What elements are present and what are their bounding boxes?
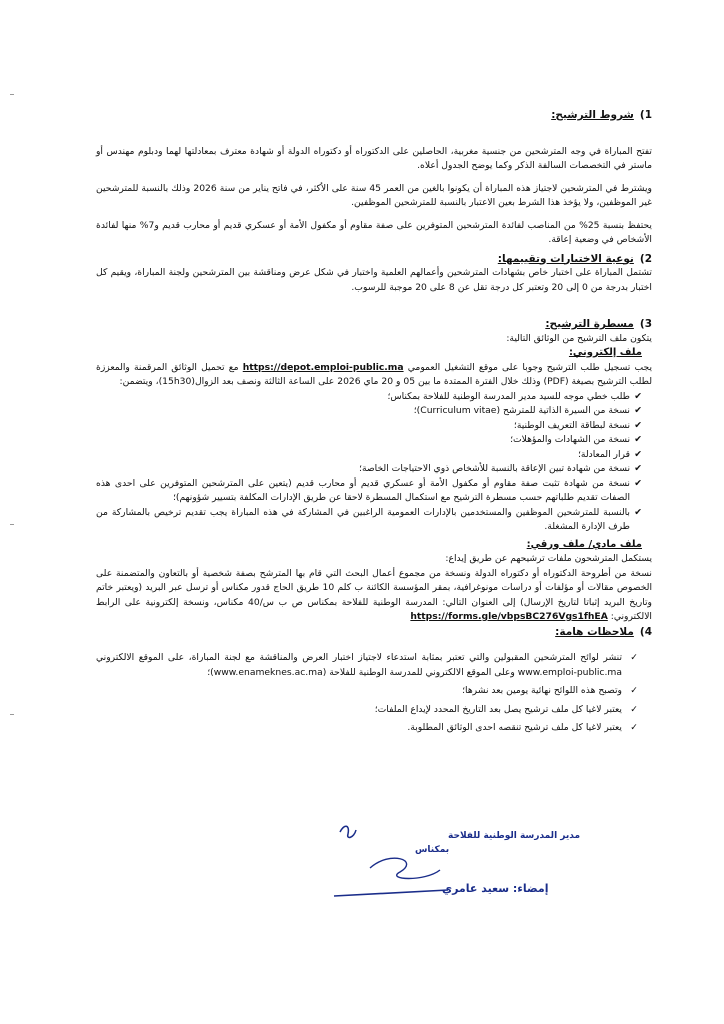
list-item: ✔ نسخة من الشهادات والمؤهلات؛ bbox=[96, 433, 642, 448]
electronic-documents-list bbox=[96, 390, 652, 535]
section-intro: يتكون ملف الترشيح من الوثائق التالية: bbox=[506, 332, 652, 344]
check-icon: ✓ bbox=[630, 722, 638, 733]
section-4-heading bbox=[96, 625, 652, 640]
list-item: ✔ نسخة من شهادة تبين الإعاقة بالنسبة للأشخاص ذوي الاحتياجات الخاصة؛ bbox=[96, 462, 642, 477]
list-item: ✔ قرار المعادلة؛ bbox=[96, 448, 642, 463]
check-icon: ✔ bbox=[634, 463, 642, 474]
check-icon: ✔ bbox=[634, 434, 642, 445]
list-item: ✓ يعتبر لاغيا كل ملف ترشيح تنقصه احدى الوثائق المطلوبة. bbox=[96, 721, 638, 736]
stamp-line: مدير المدرسة الوطنية للفلاحة bbox=[448, 831, 581, 841]
paragraph: نسخة من أطروحة الدكتوراه أو دكتوراه الدولة ونسخة من مجموع أعمال البحث التي قام بها المترشح بصفة شخصية أو بالتعاون والمتضمنة على الخصوص مقالات أو مؤلفات أو دراسات مونوغرافية، بمقر المؤسسة الكائنة ب كلم 10 طريق الحاج قدور مكناس أو ترسل عبر البريد (ويعتبر خاتم وتاريخ البريد إثباتا لتاريخ الإرسال) إلى العنوان التالي: المدرسة الوطنية للفلاحة بمكناس ص ب س/40 مكناس، ونسخة إلكترونية على الرابط الالكتروني: https://forms.gle/vbpsBC276Vgs1fhEA bbox=[96, 567, 652, 622]
list-item: ✔ نسخة من شهادة تثبت صفة مقاوم أو مكفول الأمة أو عسكري قديم أو محارب قديم (يتعين على المترشحين المتوفرين على احدى هذه الصفات تقديم طلباتهم حسب مسطرة الترشيح مع استكمال المسطرة لاحقا عن طريق الإدارات المكلفة بتسيير شؤونهم)؛ bbox=[96, 477, 642, 503]
list-item: ✔ طلب خطي موجه للسيد مدير المدرسة الوطنية للفلاحة بمكناس؛ bbox=[96, 390, 642, 405]
section-number: 1) bbox=[639, 109, 652, 121]
check-icon: ✔ bbox=[634, 506, 642, 518]
electronic-file-heading: ملف إلكتروني: bbox=[568, 347, 642, 358]
check-icon: ✔ bbox=[634, 390, 642, 402]
list-item: ✔ نسخة لبطاقة التعريف الوطنية؛ bbox=[96, 419, 642, 434]
google-form-link[interactable]: https://forms.gle/vbpsBC276Vgs1fhEA bbox=[410, 611, 608, 622]
document-body bbox=[96, 108, 652, 740]
signature-scribble bbox=[370, 858, 440, 878]
check-icon: ✔ bbox=[634, 477, 642, 489]
stamp-line: بمكناس bbox=[415, 845, 450, 855]
paragraph: يستكمل المترشحون ملفات ترشيحهم عن طريق إيداع: bbox=[445, 553, 652, 564]
paragraph: تشتمل المباراة على اختبار خاص بشهادات المترشحين وأعمالهم العلمية واختبار في شكل عرض ومناقشة بين المترشحين ولجنة المباراة، ويقيم كل اختبار بدرجة من 0 إلى 20 وتعتبر كل درجة تقل عن 8 على 20 موجبة للرسوب. bbox=[96, 267, 652, 293]
margin-mark bbox=[10, 524, 14, 525]
check-icon: ✔ bbox=[634, 448, 642, 460]
section-1-heading bbox=[96, 108, 652, 123]
signature-underline bbox=[334, 890, 448, 896]
paper-file-heading: ملف مادي/ ملف ورقي: bbox=[526, 538, 642, 550]
check-icon: ✔ bbox=[634, 419, 642, 431]
section-number: 3) bbox=[639, 318, 652, 330]
margin-mark bbox=[10, 94, 14, 95]
stamp-line: إمضاء: سعيد عامري bbox=[442, 882, 549, 895]
paragraph: يحتفظ بنسبة 25% من المناصب لفائدة المترشحين المتوفرين على صفة مقاوم أو مكفول الأمة أو عسكري قديم أو محارب قديم و7% منها لفائدة الأشخاص في وضعية إعاقة. bbox=[96, 219, 652, 245]
check-icon: ✔ bbox=[634, 405, 642, 416]
list-item: ✔ بالنسبة للمترشحين الموظفين والمستخدمين بالإدارات العمومية الراغبين في المشاركة في هذه المباراة يجب تقديم ترخيص بالمشاركة من طرف الإدارة المشغلة. bbox=[96, 506, 642, 532]
paragraph: يجب تسجيل طلب الترشيح وجوبا على موقع التشغيل العمومي https://depot.emploi-public.ma مع تحميل الوثائق المرقمنة والمعززة لطلب الترشيح بصيغة (PDF) وذلك خلال الفترة الممتدة ما بين 05 و 20 ماي 2026 على الساعة الثالثة ونصف بعد الزوال(15h30)، ويتضمن: bbox=[96, 361, 653, 387]
paragraph: ويشترط في المترشحين لاجتياز هذه المباراة أن يكونوا بالغين من العمر 45 سنة على الأكثر، في فاتح يناير من سنة 2026 وذلك بالنسبة للمترشحين غير الموظفين، ولا يؤخذ هذا الشرط بعين الاعتبار بالنسبة للمترشحين الموظفين. bbox=[96, 182, 652, 208]
paragraph: تفتح المباراة في وجه المترشحين من جنسية مغربية، الحاصلين على الدكتوراه أو دكتوراه الدولة أو شهادة معترف بمعادلتها لهما ودبلوم مهندس أو ماستر في التخصصات السالفة الذكر وكما يوضح الجدول أعلاه. bbox=[96, 145, 652, 171]
section-title: ملاحظات هامة: bbox=[555, 625, 634, 638]
section-number: 4) bbox=[639, 625, 652, 638]
list-item: ✓ وتصبح هذه اللوائح نهائية يومين بعد نشرها؛ bbox=[96, 684, 638, 699]
margin-mark bbox=[10, 714, 14, 715]
check-icon: ✓ bbox=[630, 652, 638, 663]
director-signature-stamp bbox=[330, 820, 581, 920]
list-item: ✓ تنشر لوائح المترشحين المقبولين والتي تعتبر بمثابة استدعاء لاجتياز اختبار العرض والمناقشة مع لجنة المباراة، على الموقع الالكتروني www.emploi-public.ma وعلى الموقع الالكتروني للمدرسة الوطنية للفلاحة (www.enameknes.ac.ma)؛ bbox=[96, 652, 638, 678]
section-title: مسطرة الترشيح: bbox=[545, 318, 634, 330]
check-icon: ✓ bbox=[630, 685, 638, 696]
section-3-heading bbox=[96, 317, 652, 332]
list-item: ✓ يعتبر لاغيا كل ملف ترشيح يصل بعد التاريخ المحدد لإيداع الملفات؛ bbox=[96, 703, 638, 718]
emploi-public-link[interactable]: https://depot.emploi-public.ma bbox=[242, 361, 404, 373]
list-item: ✔ نسخة من السيرة الذاتية للمترشح (Curriculum vitae)؛ bbox=[96, 404, 642, 419]
notes-list bbox=[96, 651, 652, 736]
signature-scribble bbox=[340, 826, 356, 837]
section-2-heading bbox=[96, 252, 652, 267]
section-title: شروط الترشيح: bbox=[551, 109, 634, 121]
section-title: نوعية الاختبارات وتقييمها: bbox=[497, 252, 634, 265]
section-number: 2) bbox=[639, 252, 652, 265]
check-icon: ✓ bbox=[630, 703, 638, 715]
